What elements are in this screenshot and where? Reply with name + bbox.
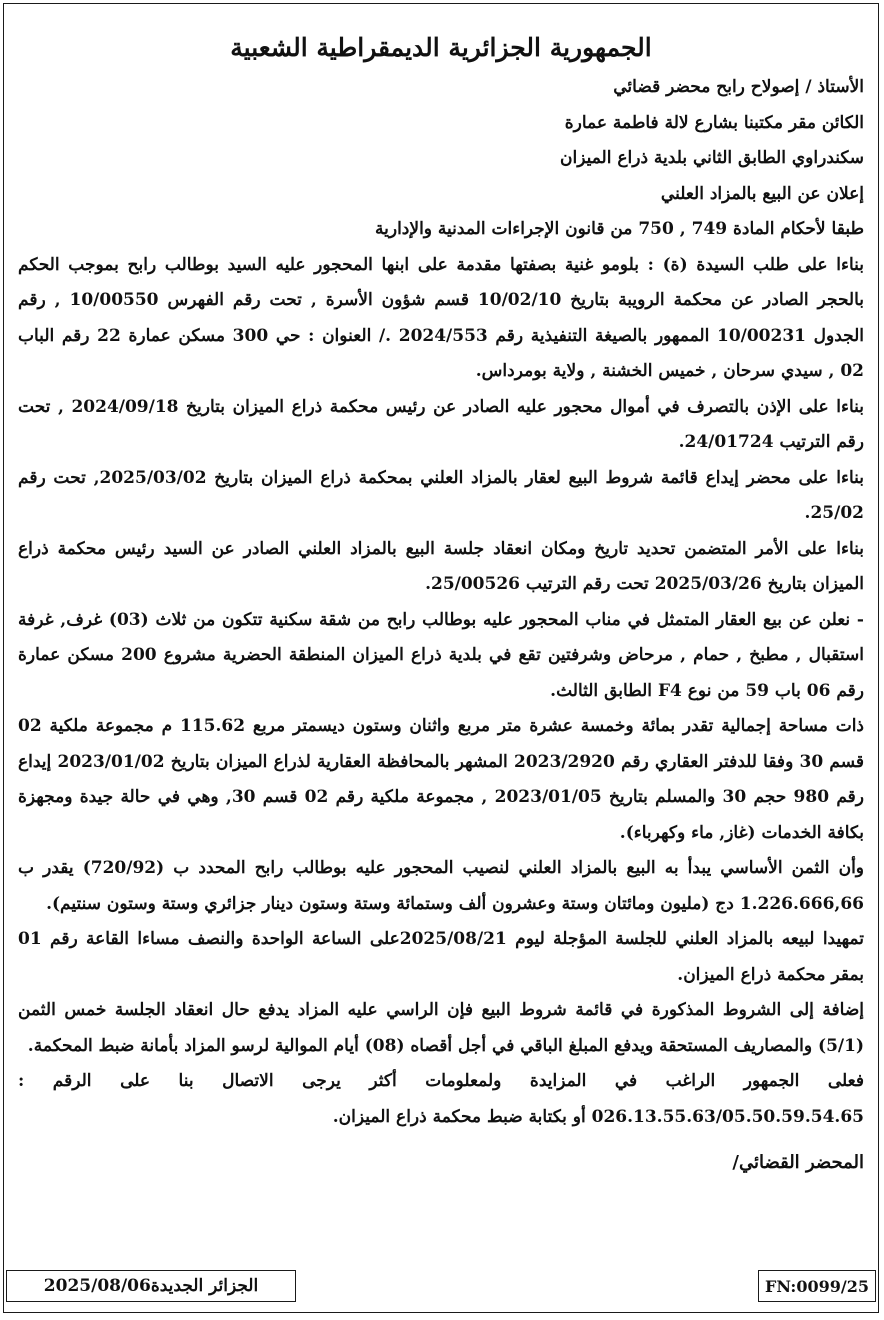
file-number-box xyxy=(758,1270,876,1302)
paragraph-payment-terms: إضافة إلى الشروط المذكورة في قائمة شروط البيع فإن الراسي عليه المزاد يدفع حال انعقاد الجلسة خمس الثمن (5/1) والمصاريف المستحقة ويدفع المبلغ الباقي في أجل أقصاه (08) أيام الموالية لرسو المزاد بأمانة ضبط المحكمة. xyxy=(18,1000,864,1056)
paragraph-contact: فعلى الجمهور الراغب في المزايدة ولمعلومات أكثر يرجى الاتصال بنا على الرقم : 026.13.55.63/05.50.59.54.65 أو بكتابة ضبط محكمة ذراع الميزان. xyxy=(18,1071,864,1127)
paragraph-property-area: ذات مساحة إجمالية تقدر بمائة وخمسة عشرة متر مربع واثنان وستون ديسمتر مربع 115.62 م مجموعة ملكية 02 قسم 30 وفقا للدفتر العقاري رقم 2023/2920 المشهر بالمحافظة العقارية لذراع الميزان بتاريخ 2023/01/02 إيداع رقم 980 حجم 30 والمسلم بتاريخ 2023/01/05 , مجموعة ملكية رقم 02 قسم 30, وهي في حالة جيدة ومجهزة بكافة الخدمات (غاز, ماء وكهرباء). xyxy=(18,716,865,843)
newspaper-date-box xyxy=(6,1270,296,1302)
legal-notice-page xyxy=(3,3,879,1313)
bailiff-address-line-1: الكائن مقر مكتبنا بشارع لالة فاطمة عمارة xyxy=(564,112,864,133)
paragraph-request: بناءا على طلب السيدة (ة) : بلومو غنية بصفتها مقدمة على ابنها المحجور عليه السيد بوطالب رابح بموجب الحكم بالحجر الصادر عن محكمة الرويبة بتاريخ 10/02/10 قسم شؤون الأسرة , تحت رقم الفهرس 10/00550 , رقم الجدول 10/00231 الممهور بالصيغة التنفيذية رقم 2024/553 ./ العنوان : حي 300 مسكن عمارة 22 رقم الباب 02 , سيدي سرحان , خميس الخشنة , ولاية بومرداس. xyxy=(18,254,865,381)
legal-basis: طبقا لأحكام المادة 749 , 750 من قانون الإجراءات المدنية والإدارية xyxy=(375,219,864,239)
bailiff-address-line-2: سكندراوي الطابق الثاني بلدية ذراع الميزان xyxy=(560,148,864,168)
page-title: الجمهورية الجزائرية الديمقراطية الشعبية xyxy=(230,33,652,62)
signature: المحضر القضائي/ xyxy=(732,1152,864,1173)
file-number: FN:0099/25 xyxy=(765,1276,869,1296)
paragraph-permission: بناءا على الإذن بالتصرف في أموال محجور عليه الصادر عن رئيس محكمة ذراع الميزان بتاريخ 2024/09/18 , تحت رقم الترتيب 24/01724. xyxy=(18,396,865,452)
paragraph-conditions-filing: بناءا على محضر إيداع قائمة شروط البيع لعقار بالمزاد العلني بمحكمة ذراع الميزان بتاريخ 2025/03/02, تحت رقم 25/02. xyxy=(18,467,865,523)
paragraph-auction-date: تمهيدا لبيعه بالمزاد العلني للجلسة المؤجلة ليوم 2025/08/21على الساعة الواحدة والنصف مساءا القاعة رقم 01 بمقر محكمة ذراع الميزان. xyxy=(18,929,864,985)
paragraph-base-price: وأن الثمن الأساسي يبدأ به البيع بالمزاد العلني لنصيب المحجور عليه بوطالب رابح المحدد ب (720/92) يقدر ب 1.226.666,66 دج (مليون ومائتان وستة وعشرون ألف وستمائة وستة وستون دينار جزائري وستة وستون سنتيم). xyxy=(18,858,864,914)
paragraph-hearing-order: بناءا على الأمر المتضمن تحديد تاريخ ومكان انعقاد جلسة البيع بالمزاد العلني الصادر عن السيد رئيس محكمة ذراع الميزان بتاريخ 2025/03/26 تحت رقم الترتيب 25/00526. xyxy=(18,538,864,594)
newspaper-date: الجزائر الجديدة2025/08/06 xyxy=(43,1276,259,1296)
notice-heading: إعلان عن البيع بالمزاد العلني xyxy=(660,183,864,204)
paragraph-property-description: - نعلن عن بيع العقار المتمثل في مناب المحجور عليه بوطالب رابح من شقة سكنية تتكون من ثلاث (03) غرف, غرفة استقبال , مطبخ , حمام , مرحاض وشرفتين تقع في بلدية ذراع الميزان المنطقة الحضرية مشروع 200 مسكن عمارة رقم 06 باب 59 من نوع F4 الطابق الثالث. xyxy=(18,609,864,701)
notice-body xyxy=(18,28,864,1181)
bailiff-name: الأستاذ / إصولاح رابح محضر قضائي xyxy=(613,77,864,97)
